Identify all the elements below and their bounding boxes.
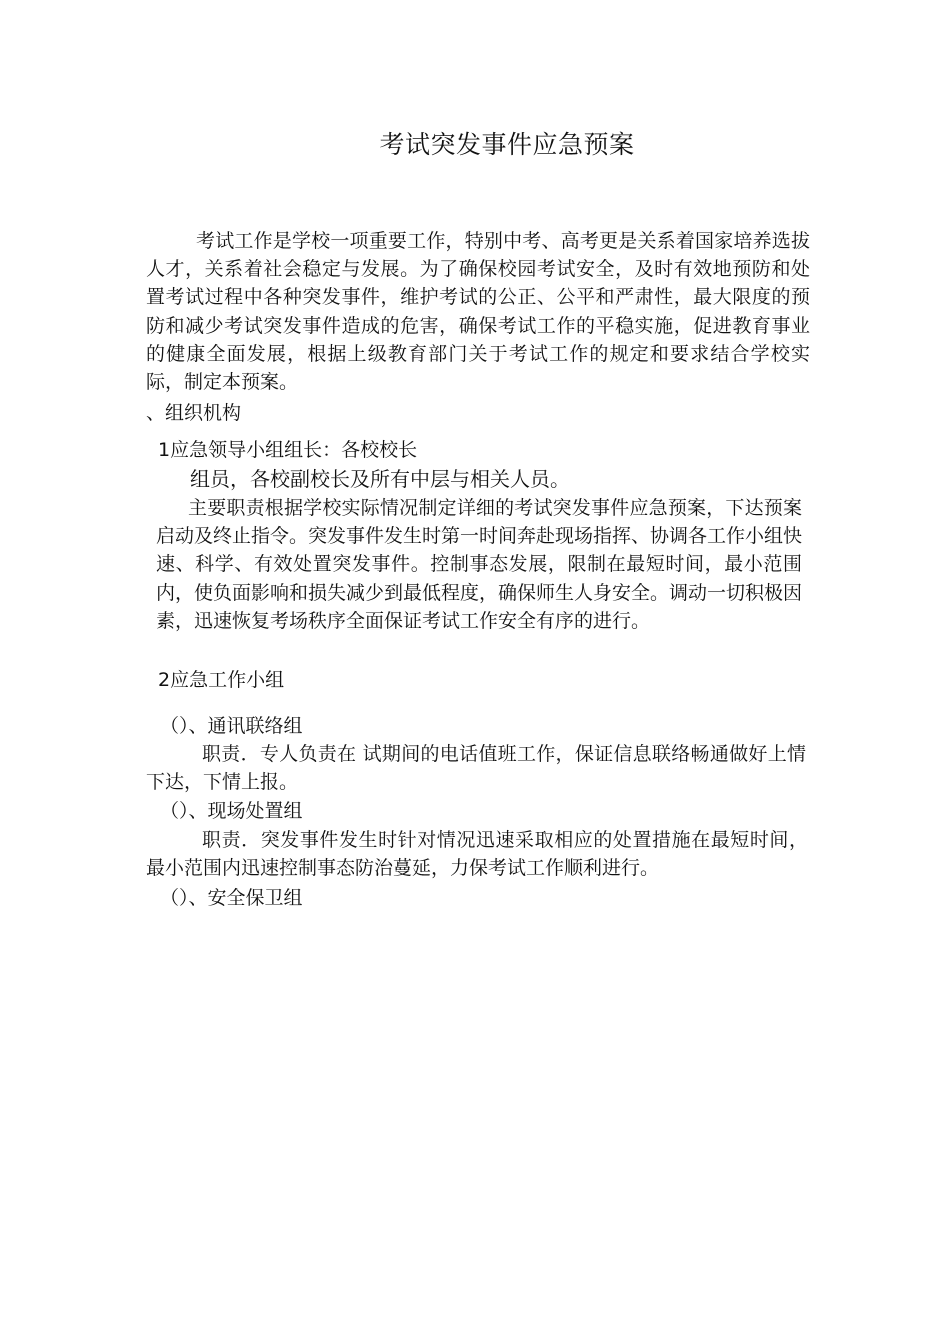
intro-paragraph: 考试工作是学校一项重要工作，特别中考、高考更是关系着国家培养选拔人才，关系着社会稳定与发展。为了确保校园考试安全，及时有效地预防和处置考试过程中各种突发事件，维护考试的公正、公平和严肃性，最大限度的预防和减少考试突发事件造成的危害，确保考试工作的平稳实施，促进教育事业的健康全面发展，根据上级教育部门关于考试工作的规定和要求结合学校实际，制定本预案。 bbox=[146, 230, 810, 394]
subsection-leader-group: 1应急领导小组组长：各校校长 bbox=[158, 439, 418, 461]
document-title: 考试突发事件应急预案 bbox=[379, 130, 635, 159]
onsite-duty-paragraph: 职责．突发事件发生时针对情况迅速采取相应的处置措施在最短时间，最小范围内迅速控制事态防治蔓延，力保考试工作顺利进行。 bbox=[146, 829, 808, 880]
communication-duty-paragraph: 职责．专人负责在 试期间的电话值班工作，保证信息联络畅通做好上情下达，下情上报。 bbox=[146, 743, 806, 794]
members-line: 组员，各校副校长及所有中层与相关人员。 bbox=[190, 467, 570, 491]
section-heading-organization: 、组织机构 bbox=[146, 402, 242, 424]
section-heading-work-groups: 2应急工作小组 bbox=[158, 669, 285, 691]
group-heading-communication: （）、通讯联络组 bbox=[160, 715, 303, 737]
main-duties-paragraph: 主要职责根据学校实际情况制定详细的考试突发事件应急预案，下达预案启动及终止指令。突发事件发生时第一时间奔赴现场指挥、协调各工作小组快速、科学、有效处置突发事件。控制事态发展，限制在最短时间，最小范围内，使负面影响和损失减少到最低程度，确保师生人身安全。调动一切积极因素，迅速恢复考场秩序全面保证考试工作安全有序的进行。 bbox=[156, 497, 803, 632]
group-heading-security: （）、安全保卫组 bbox=[160, 887, 303, 909]
group-heading-onsite: （）、现场处置组 bbox=[160, 800, 303, 822]
